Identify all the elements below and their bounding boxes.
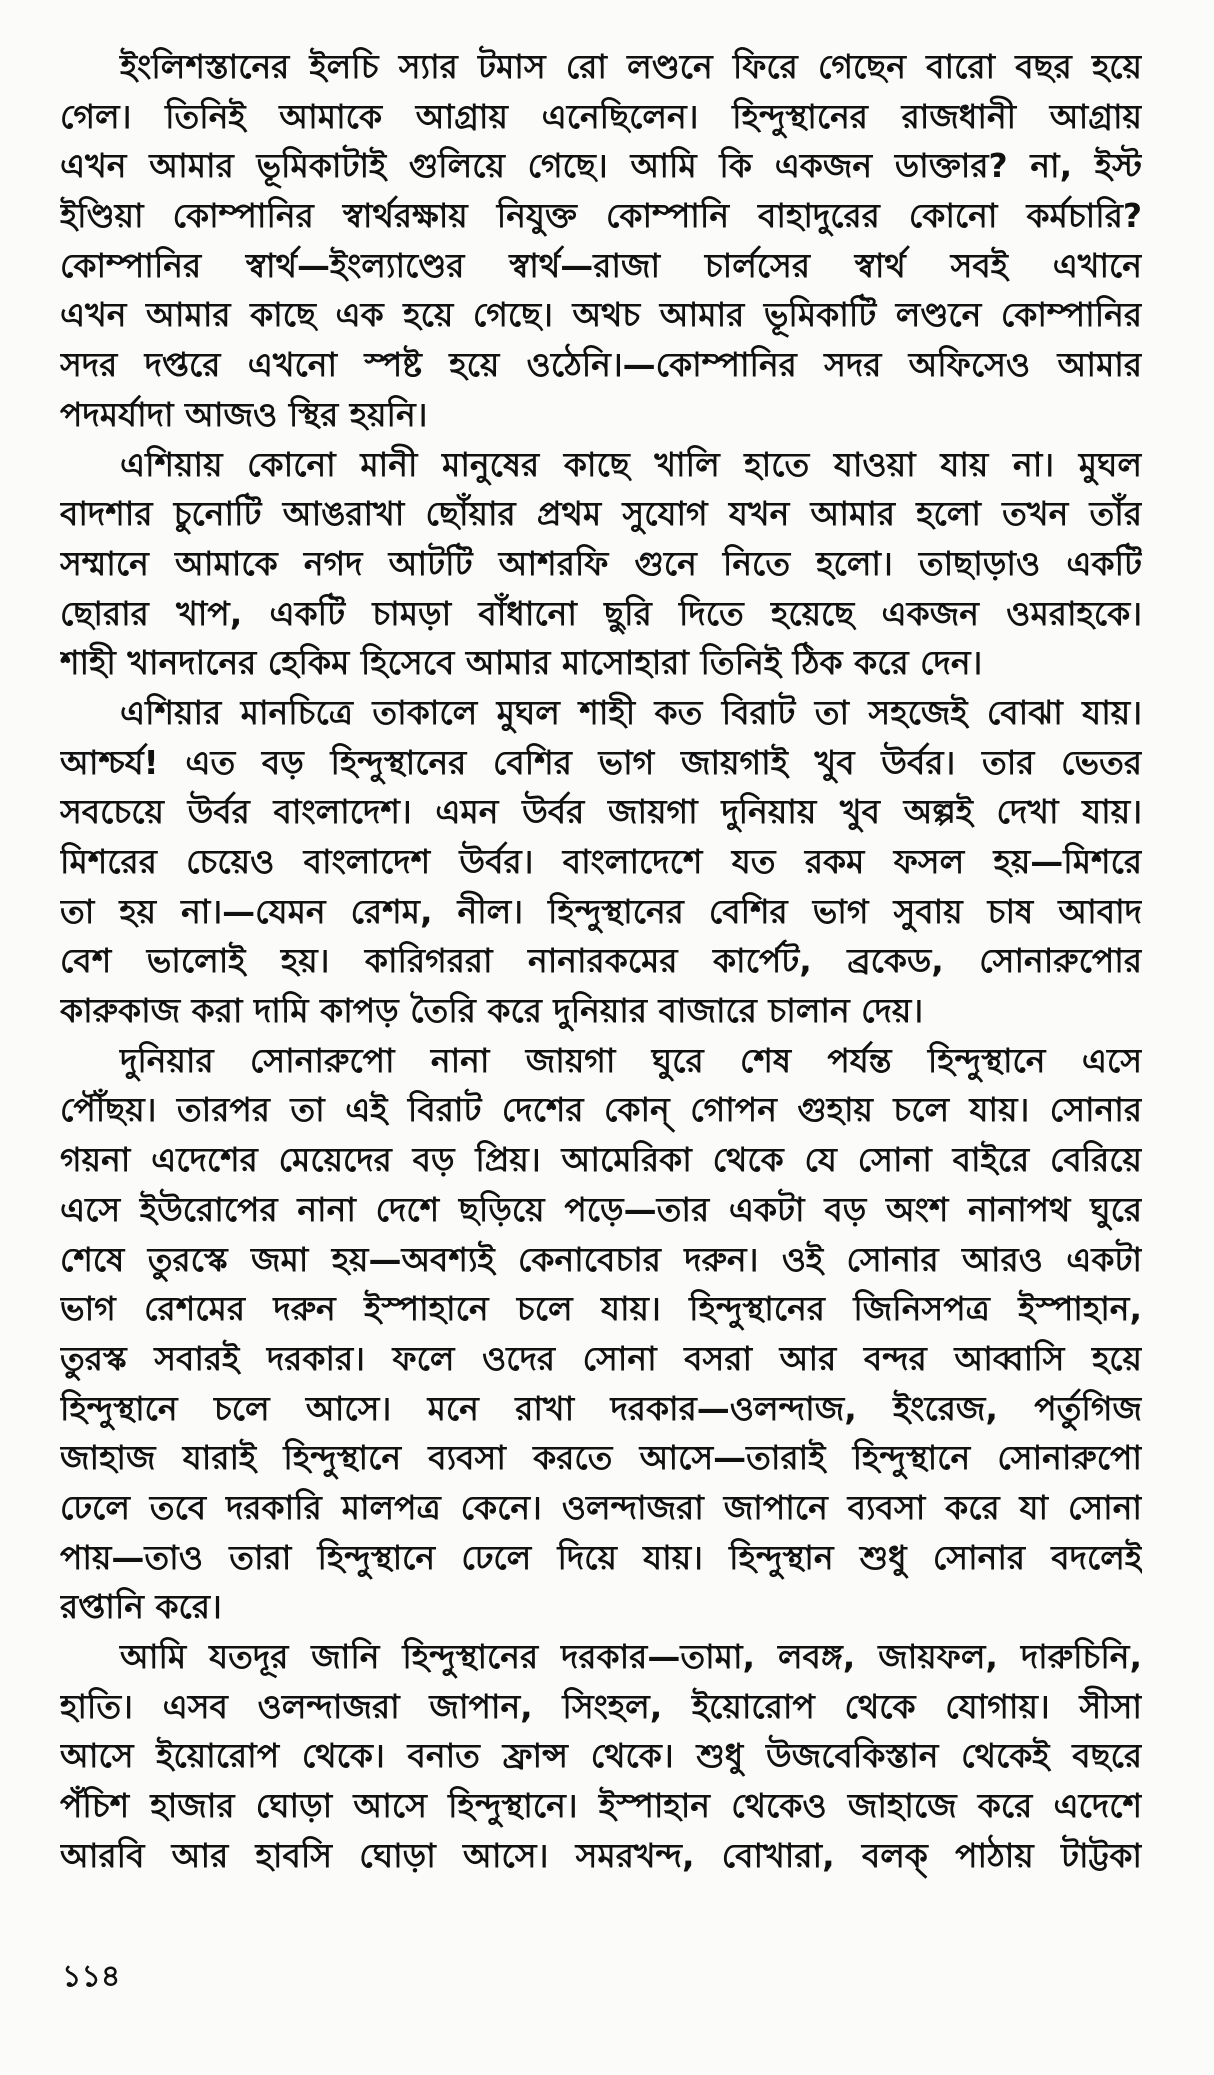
paragraph bbox=[60, 688, 1142, 1036]
text-line: এখন আমার কাছে এক হয়ে গেছে। অথচ আমার ভূমিকাটি লণ্ডনে কোম্পানির bbox=[60, 295, 1142, 335]
paragraph bbox=[60, 440, 1142, 688]
text-line: পায়—তাও তারা হিন্দুস্থানে ঢেলে দিয়ে যায়। হিন্দুস্থান শুধু সোনার বদলেই bbox=[60, 1537, 1142, 1577]
text-line: হিন্দুস্থানে চলে আসে। মনে রাখা দরকার—ওলন্দাজ, ইংরেজ, পর্তুগিজ bbox=[60, 1388, 1142, 1428]
text-line: রপ্তানি করে। bbox=[60, 1587, 222, 1627]
text-line: বাদশার চুনোটি আঙরাখা ছোঁয়ার প্রথম সুযোগ যখন আমার হলো তখন তাঁর bbox=[60, 494, 1142, 534]
text-line: ভাগ রেশমের দরুন ইস্পাহানে চলে যায়। হিন্দুস্থানের জিনিসপত্র ইস্পাহান, bbox=[60, 1289, 1142, 1329]
text-line: তা হয় না।—যেমন রেশম, নীল। হিন্দুস্থানের বেশির ভাগ সুবায় চাষ আবাদ bbox=[60, 891, 1142, 931]
text-line: হাতি। এসব ওলন্দাজরা জাপান, সিংহল, ইয়োরোপ থেকে যোগায়। সীসা bbox=[60, 1686, 1142, 1726]
text-line: এশিয়ার মানচিত্রে তাকালে মুঘল শাহী কত বিরাট তা সহজেই বোঝা যায়। bbox=[120, 692, 1142, 732]
text-line: পদমর্যাদা আজও স্থির হয়নি। bbox=[60, 394, 428, 434]
text-line: গয়না এদেশের মেয়েদের বড় প্রিয়। আমেরিকা থেকে যে সোনা বাইরে বেরিয়ে bbox=[60, 1140, 1142, 1180]
text-line: পৌঁছয়। তারপর তা এই বিরাট দেশের কোন্ গোপন গুহায় চলে যায়। সোনার bbox=[60, 1090, 1142, 1130]
text-line: মিশরের চেয়েও বাংলাদেশ উর্বর। বাংলাদেশে যত রকম ফসল হয়—মিশরে bbox=[60, 842, 1142, 881]
paragraph bbox=[60, 42, 1142, 440]
text-line: সবচেয়ে উর্বর বাংলাদেশ। এমন উর্বর জায়গা দুনিয়ায় খুব অল্পই দেখা যায়। bbox=[60, 792, 1142, 832]
text-line: সম্মানে আমাকে নগদ আটটি আশরফি গুনে নিতে হলো। তাছাড়াও একটি bbox=[60, 543, 1142, 583]
text-line: গেল। তিনিই আমাকে আগ্রায় এনেছিলেন। হিন্দুস্থানের রাজধানী আগ্রায় bbox=[60, 96, 1142, 136]
text-line: ইংলিশস্তানের ইলচি স্যার টমাস রো লণ্ডনে ফিরে গেছেন বারো বছর হয়ে bbox=[120, 47, 1142, 86]
text-line: শেষে তুরস্কে জমা হয়—অবশ্যই কেনাবেচার দরুন। ওই সোনার আরও একটা bbox=[60, 1239, 1142, 1279]
text-line: আশ্চর্য! এত বড় হিন্দুস্থানের বেশির ভাগ জায়গাই খুব উর্বর। তার ভেতর bbox=[60, 742, 1142, 782]
text-line: বেশ ভালোই হয়। কারিগররা নানারকমের কার্পেট, ব্রকেড, সোনারুপোর bbox=[60, 941, 1142, 981]
paragraph bbox=[60, 1036, 1142, 1632]
text-line: শাহী খানদানের হেকিম হিসেবে আমার মাসোহারা তিনিই ঠিক করে দেন। bbox=[60, 643, 983, 683]
text-line: পঁচিশ হাজার ঘোড়া আসে হিন্দুস্থানে। ইস্পাহান থেকেও জাহাজে করে এদেশে bbox=[60, 1786, 1142, 1826]
text-line: আমি যতদূর জানি হিন্দুস্থানের দরকার—তামা, লবঙ্গ, জায়ফল, দারুচিনি, bbox=[120, 1637, 1142, 1676]
text-line: আরবি আর হাবসি ঘোড়া আসে। সমরখন্দ, বোখারা, বলক্ পাঠায় টাট্টকা bbox=[60, 1835, 1142, 1875]
text-line: জাহাজ যারাই হিন্দুস্থানে ব্যবসা করতে আসে—তারাই হিন্দুস্থানে সোনারুপো bbox=[60, 1438, 1142, 1478]
page-number: ১১৪ bbox=[62, 1959, 121, 1994]
text-line: ঢেলে তবে দরকারি মালপত্র কেনে। ওলন্দাজরা জাপানে ব্যবসা করে যা সোনা bbox=[60, 1487, 1142, 1527]
text-line: সদর দপ্তরে এখনো স্পষ্ট হয়ে ওঠেনি।—কোম্পানির সদর অফিসেও আমার bbox=[60, 345, 1142, 385]
text-line: কোম্পানির স্বার্থ—ইংল্যাণ্ডের স্বার্থ—রাজা চার্লসের স্বার্থ সবই এখানে bbox=[60, 245, 1142, 285]
text-line: তুরস্ক সবারই দরকার। ফলে ওদের সোনা বসরা আর বন্দর আব্বাসি হয়ে bbox=[60, 1338, 1142, 1378]
text-line: এসে ইউরোপের নানা দেশে ছড়িয়ে পড়ে—তার একটা বড় অংশ নানাপথ ঘুরে bbox=[60, 1189, 1142, 1229]
text-line: এশিয়ায় কোনো মানী মানুষের কাছে খালি হাতে যাওয়া যায় না। মুঘল bbox=[120, 444, 1142, 484]
text-line: দুনিয়ার সোনারুপো নানা জায়গা ঘুরে শেষ পর্যন্ত হিন্দুস্থানে এসে bbox=[120, 1040, 1142, 1080]
text-line: আসে ইয়োরোপ থেকে। বনাত ফ্রান্স থেকে। শুধু উজবেকিস্তান থেকেই বছরে bbox=[60, 1736, 1142, 1776]
text-line: ইণ্ডিয়া কোম্পানির স্বার্থরক্ষায় নিযুক্ত কোম্পানি বাহাদুরের কোনো কর্মচারি? bbox=[60, 196, 1142, 236]
body-text bbox=[60, 42, 1142, 1880]
text-line: এখন আমার ভূমিকাটাই গুলিয়ে গেছে। আমি কি একজন ডাক্তার? না, ইস্ট bbox=[60, 146, 1142, 186]
paragraph bbox=[60, 1632, 1142, 1880]
text-line: ছোরার খাপ, একটি চামড়া বাঁধানো ছুরি দিতে হয়েছে একজন ওমরাহকে। bbox=[60, 593, 1142, 633]
text-line: কারুকাজ করা দামি কাপড় তৈরি করে দুনিয়ার বাজারে চালান দেয়। bbox=[60, 991, 924, 1031]
